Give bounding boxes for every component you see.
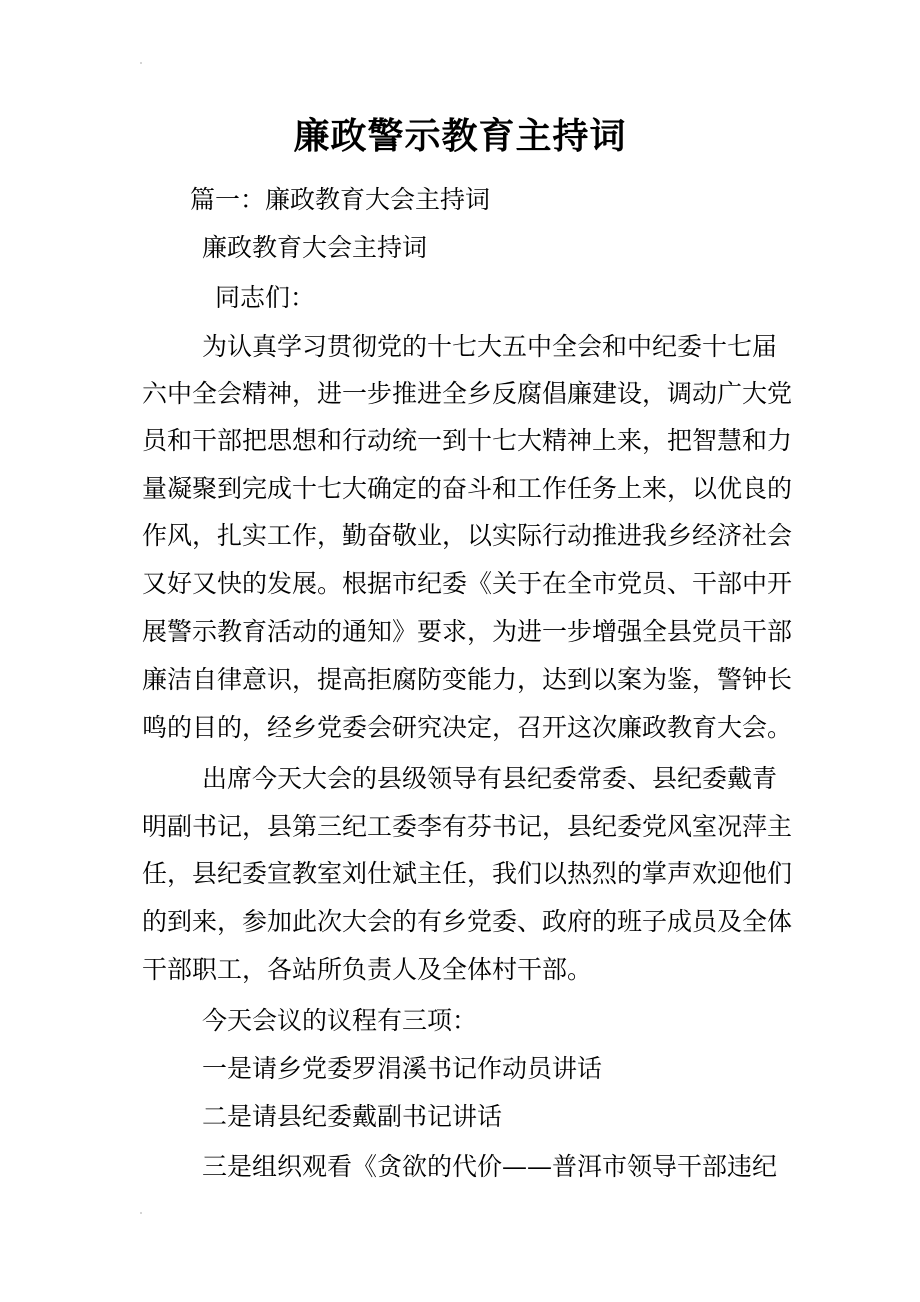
agenda-item: 三是组织观看《贪欲的代价——普洱市领导干部违纪 [202, 1152, 778, 1181]
paragraph-line: 的到来，参加此次大会的有乡党委、政府的班子成员及全体 [142, 907, 793, 936]
paragraph-line: 干部职工，各站所负责人及全体村干部。 [142, 955, 593, 984]
paragraph-line: 展警示教育活动的通知》要求，为进一步增强全县党员干部 [142, 617, 793, 646]
paragraph-line: 廉洁自律意识，提高拒腐防变能力，达到以案为鉴，警钟长 [142, 665, 793, 694]
document-title: 廉政警示教育主持词 [293, 115, 627, 157]
paragraph-line: 鸣的目的，经乡党委会研究决定，召开这次廉政教育大会。 [142, 713, 793, 742]
paragraph-line: 六中全会精神，进一步推进全乡反腐倡廉建设，调动广大党 [142, 379, 793, 408]
agenda-item: 一是请乡党委罗涓溪书记作动员讲话 [202, 1054, 603, 1083]
paragraph-line: 任，县纪委宣教室刘仕斌主任，我们以热烈的掌声欢迎他们 [142, 859, 793, 888]
paragraph-line: 量凝聚到完成十七大确定的奋斗和工作任务上来，以优良的 [142, 474, 793, 503]
paragraph-line: 员和干部把思想和行动统一到十七大精神上来，把智慧和力 [142, 426, 793, 455]
agenda-intro: 今天会议的议程有三项： [202, 1006, 478, 1035]
scan-speck [140, 1212, 142, 1214]
paragraph-line: 出席今天大会的县级领导有县纪委常委、县纪委戴青 [202, 764, 778, 793]
salutation: 同志们： [215, 283, 316, 312]
paragraph-line: 明副书记，县第三纪工委李有芬书记，县纪委党风室况萍主 [142, 812, 793, 841]
paragraph-line: 又好又快的发展。根据市纪委《关于在全市党员、干部中开 [142, 569, 793, 598]
agenda-item: 二是请县纪委戴副书记讲话 [202, 1102, 503, 1131]
scan-speck [140, 62, 142, 64]
paragraph-line: 为认真学习贯彻党的十七大五中全会和中纪委十七届 [202, 332, 778, 361]
section-heading: 篇一：廉政教育大会主持词 [190, 185, 491, 214]
subtitle: 廉政教育大会主持词 [202, 233, 428, 262]
paragraph-line: 作风，扎实工作，勤奋敬业，以实际行动推进我乡经济社会 [142, 521, 793, 550]
